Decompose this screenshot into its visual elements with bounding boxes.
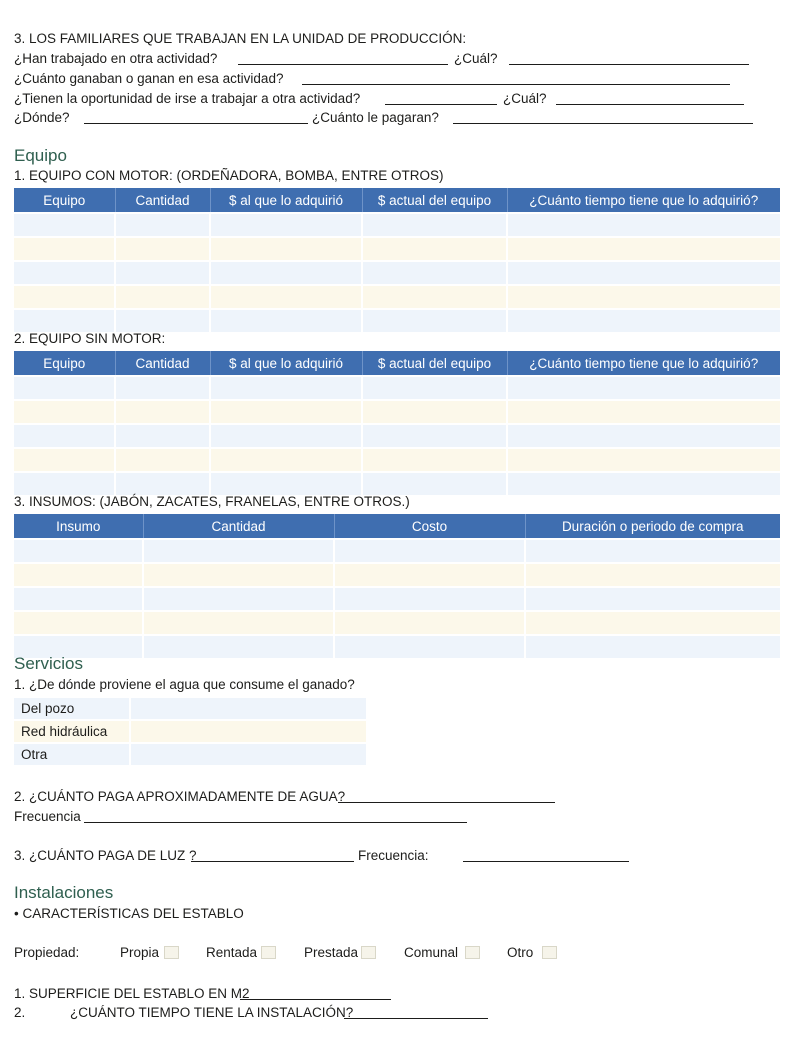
option-label: Comunal (404, 945, 459, 960)
answer-blank[interactable] (509, 64, 749, 65)
table-cell[interactable] (210, 376, 362, 400)
table-cell[interactable] (130, 743, 366, 765)
table-cell[interactable] (525, 563, 780, 587)
answer-blank[interactable] (338, 802, 555, 803)
table-cell[interactable] (507, 261, 780, 285)
table-cell[interactable] (14, 424, 115, 448)
table-cell[interactable] (14, 261, 115, 285)
table-cell[interactable] (14, 587, 143, 611)
column-header: $ actual del equipo (362, 351, 507, 376)
answer-blank[interactable] (385, 104, 497, 105)
option-label: Propia (120, 945, 160, 960)
table-cell[interactable] (143, 563, 334, 587)
column-header: ¿Cuánto tiempo tiene que lo adquirió? (507, 351, 780, 376)
question-label: 3. ¿CUÁNTO PAGA DE LUZ ? (14, 848, 197, 863)
table-cell[interactable] (525, 635, 780, 658)
column-header: Equipo (14, 351, 115, 376)
table-cell[interactable] (115, 448, 210, 472)
question-number: 2. (14, 1005, 26, 1020)
table-cell[interactable] (130, 720, 366, 743)
table-row (14, 400, 780, 424)
table-row (14, 424, 780, 448)
table-cell[interactable] (210, 309, 362, 332)
table-cell[interactable] (362, 237, 507, 261)
table-cell[interactable] (14, 400, 115, 424)
table-cell[interactable] (507, 472, 780, 495)
table-header (14, 188, 780, 213)
table-cell[interactable] (143, 611, 334, 635)
table-cell[interactable] (115, 285, 210, 309)
table-cell[interactable] (210, 472, 362, 495)
table-cell[interactable] (507, 400, 780, 424)
insumos-table (14, 514, 780, 658)
table-cell[interactable] (143, 635, 334, 658)
table-cell[interactable] (210, 448, 362, 472)
table-cell[interactable] (507, 285, 780, 309)
agua-options-table (14, 696, 366, 765)
question-label: ¿Cuál? (454, 51, 498, 66)
table-cell[interactable] (210, 400, 362, 424)
checkbox-prestada[interactable] (361, 946, 376, 959)
table-row (14, 448, 780, 472)
table-cell[interactable] (334, 611, 525, 635)
table-cell[interactable] (362, 213, 507, 237)
option-label: Otro (507, 945, 534, 960)
tiempo-instalacion-row (14, 1004, 784, 1022)
question-label: 1. SUPERFICIE DEL ESTABLO EN M2 (14, 986, 250, 1001)
familiares-heading: 3. LOS FAMILIARES QUE TRABAJAN EN LA UNIDAD DE PRODUCCIÓN: (14, 31, 467, 46)
question-label: ¿Cuánto ganaban o ganan en esa actividad? (14, 71, 284, 86)
column-header: $ actual del equipo (362, 188, 507, 213)
table-cell[interactable] (507, 309, 780, 332)
answer-blank[interactable] (240, 999, 391, 1000)
table-cell[interactable] (14, 472, 115, 495)
agua-frecuencia-row (14, 808, 784, 826)
question-label: ¿Cuál? (503, 91, 547, 106)
section-title-servicios: Servicios (14, 654, 83, 673)
table-cell[interactable] (14, 309, 115, 332)
column-header: Cantidad (143, 514, 334, 539)
checkbox-otro[interactable] (542, 946, 557, 959)
column-header: $ al que lo adquirió (210, 188, 362, 213)
table-row (14, 587, 780, 611)
table-row (14, 635, 780, 658)
section-title-equipo: Equipo (14, 146, 67, 165)
table-cell[interactable] (362, 285, 507, 309)
table-cell[interactable] (130, 697, 366, 720)
table-cell[interactable] (115, 376, 210, 400)
propiedad-label: Propiedad: (14, 945, 80, 960)
table-cell[interactable] (525, 611, 780, 635)
column-header: $ al que lo adquirió (210, 351, 362, 376)
table-cell[interactable] (14, 213, 115, 237)
column-header: ¿Cuánto tiempo tiene que lo adquirió? (507, 188, 780, 213)
column-header: Equipo (14, 188, 115, 213)
table-cell[interactable] (115, 213, 210, 237)
checkbox-comunal[interactable] (465, 946, 480, 959)
checkbox-propia[interactable] (164, 946, 179, 959)
question-label: Frecuencia (14, 809, 81, 824)
question-row-1 (14, 50, 784, 68)
table-cell[interactable] (14, 237, 115, 261)
option-label: Otra (14, 743, 130, 765)
question-label: ¿Han trabajado en otra actividad? (14, 51, 218, 66)
table-cell[interactable] (507, 424, 780, 448)
table-row (14, 563, 780, 587)
question-row-2 (14, 70, 784, 88)
question-label: ¿Dónde? (14, 110, 70, 125)
answer-blank[interactable] (84, 123, 308, 124)
table-row (14, 720, 366, 743)
table-cell[interactable] (210, 237, 362, 261)
checkbox-rentada[interactable] (261, 946, 276, 959)
question-row-4 (14, 109, 784, 127)
table-row (14, 539, 780, 563)
question-label: ¿CUÁNTO TIEMPO TIENE LA INSTALACIÓN? (70, 1005, 354, 1020)
table-cell[interactable] (115, 424, 210, 448)
table-cell[interactable] (507, 213, 780, 237)
table-cell[interactable] (525, 587, 780, 611)
table-cell[interactable] (334, 635, 525, 658)
answer-blank[interactable] (453, 123, 753, 124)
question-row-3 (14, 90, 784, 108)
table-cell[interactable] (210, 213, 362, 237)
table-cell[interactable] (14, 376, 115, 400)
table-cell[interactable] (362, 472, 507, 495)
table-row (14, 237, 780, 261)
question-label: ¿Cuánto le pagaran? (312, 110, 439, 125)
superficie-row (14, 985, 784, 1003)
propiedad-row (14, 944, 784, 962)
answer-blank[interactable] (84, 822, 467, 823)
table-row (14, 309, 780, 332)
table-cell[interactable] (362, 400, 507, 424)
table-cell[interactable] (362, 424, 507, 448)
table-row (14, 697, 366, 720)
table-cell[interactable] (14, 611, 143, 635)
table-row (14, 743, 366, 765)
answer-blank[interactable] (344, 1018, 488, 1019)
option-label: Red hidráulica (14, 720, 130, 743)
column-header: Cantidad (115, 188, 210, 213)
table-header (14, 514, 780, 539)
option-label: Prestada (304, 945, 359, 960)
table-cell[interactable] (143, 539, 334, 563)
table-row (14, 285, 780, 309)
agua-question: 1. ¿De dónde proviene el agua que consume el ganado? (14, 677, 355, 692)
table-cell[interactable] (210, 261, 362, 285)
answer-blank[interactable] (238, 64, 448, 65)
table-row (14, 213, 780, 237)
table-cell[interactable] (362, 309, 507, 332)
section-title-instalaciones: Instalaciones (14, 883, 114, 902)
option-label: Rentada (206, 945, 258, 960)
equipo-sin-motor-table (14, 351, 780, 495)
table-cell[interactable] (115, 400, 210, 424)
table-cell[interactable] (143, 587, 334, 611)
column-header: Duración o periodo de compra (525, 514, 780, 539)
column-header: Cantidad (115, 351, 210, 376)
table-cell[interactable] (507, 448, 780, 472)
table-cell[interactable] (115, 472, 210, 495)
agua-pago-row (14, 788, 784, 806)
equipo-sin-motor-heading: 2. EQUIPO SIN MOTOR: (14, 331, 166, 346)
table-cell[interactable] (115, 237, 210, 261)
answer-blank[interactable] (556, 104, 744, 105)
question-label: Frecuencia: (358, 848, 429, 863)
establo-bullet: • CARACTERÍSTICAS DEL ESTABLO (14, 906, 244, 921)
option-label: Del pozo (14, 697, 130, 720)
table-cell[interactable] (334, 587, 525, 611)
table-cell[interactable] (14, 285, 115, 309)
column-header: Costo (334, 514, 525, 539)
table-header (14, 351, 780, 376)
table-cell[interactable] (14, 563, 143, 587)
table-cell[interactable] (14, 448, 115, 472)
table-cell[interactable] (115, 309, 210, 332)
table-row (14, 261, 780, 285)
answer-blank[interactable] (302, 84, 730, 85)
table-cell[interactable] (362, 448, 507, 472)
answer-blank[interactable] (191, 861, 354, 862)
table-cell[interactable] (210, 285, 362, 309)
table-cell[interactable] (362, 376, 507, 400)
table-cell[interactable] (525, 539, 780, 563)
insumos-heading: 3. INSUMOS: (JABÓN, ZACATES, FRANELAS, ENTRE OTROS.) (14, 494, 410, 509)
table-cell[interactable] (507, 237, 780, 261)
table-row (14, 472, 780, 495)
table-cell[interactable] (14, 539, 143, 563)
equipo-motor-table (14, 188, 780, 332)
table-cell[interactable] (334, 563, 525, 587)
table-cell[interactable] (115, 261, 210, 285)
table-row (14, 376, 780, 400)
column-header: Insumo (14, 514, 143, 539)
table-row (14, 611, 780, 635)
table-cell[interactable] (362, 261, 507, 285)
question-label: 2. ¿CUÁNTO PAGA APROXIMADAMENTE DE AGUA? (14, 789, 346, 804)
table-cell[interactable] (507, 376, 780, 400)
question-label: ¿Tienen la oportunidad de irse a trabajar a otra actividad? (14, 91, 361, 106)
equipo-motor-heading: 1. EQUIPO CON MOTOR: (ORDEÑADORA, BOMBA, ENTRE OTROS) (14, 168, 444, 183)
table-cell[interactable] (334, 539, 525, 563)
luz-row (14, 847, 784, 865)
answer-blank[interactable] (463, 861, 629, 862)
table-cell[interactable] (210, 424, 362, 448)
